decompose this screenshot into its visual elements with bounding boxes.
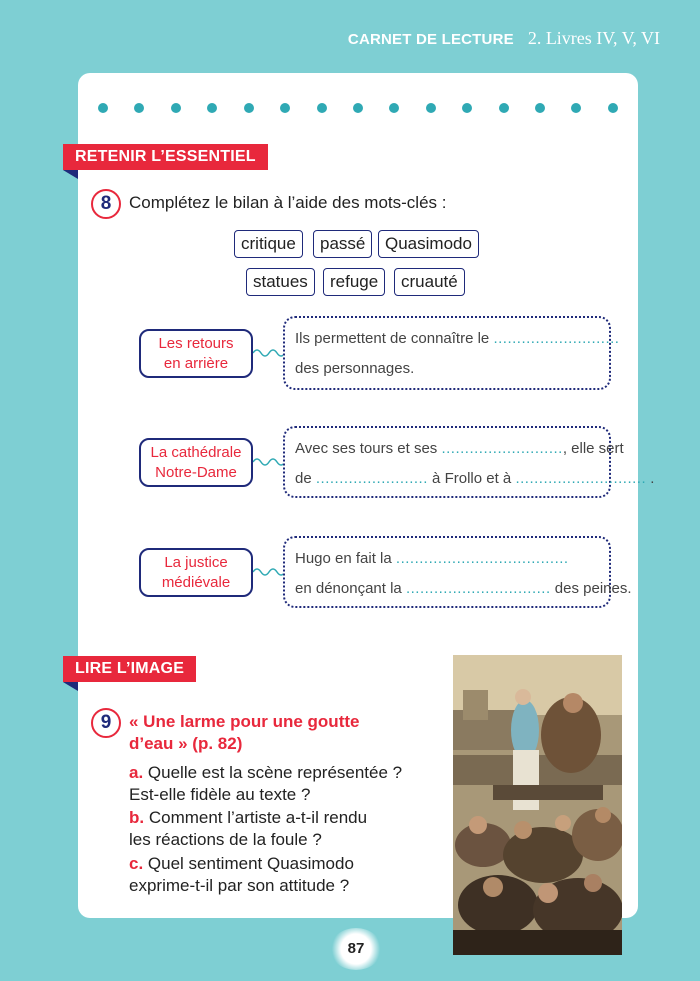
keyword-tag: refuge [323,268,385,296]
hole-icon [244,103,254,113]
sentence-text: Hugo en fait la [295,550,396,567]
blank-field[interactable]: ........................ [315,470,428,487]
keyword-tag: statues [246,268,315,296]
wave-connector-icon [253,566,285,578]
keyword-tag: critique [234,230,303,258]
blank-field[interactable]: ..................................... [395,550,569,567]
concept-label [139,548,253,597]
concept-label-line: Les retours [158,334,234,352]
question-text: Comment l’artiste a-t-il rendu [144,808,368,827]
exercise-instruction: Complétez le bilan à l’aide des mots-clés : [129,193,447,212]
hole-icon [389,103,399,113]
notebook-holes [98,103,618,113]
sentence-text: Ils permettent de connaître le [295,330,494,347]
section-banner-retenir: RETENIR L’ESSENTIEL [63,144,268,170]
sentence-text: des peines. [550,580,632,597]
hole-icon [171,103,181,113]
concept-label [139,329,253,378]
sentence-text: en dénonçant la [295,580,406,597]
concept-label-line: Notre-Dame [155,463,237,481]
concept-label-line: en arrière [163,354,229,372]
question-title-line: d’eau » (p. 82) [129,734,243,753]
hole-icon [280,103,290,113]
question-text: Quelle est la scène représentée ? [143,763,403,782]
header-chapter: 2. Livres IV, V, VI [527,28,660,48]
running-header [348,28,660,52]
page-number: 87 [330,928,382,970]
hole-icon [608,103,618,113]
section-banner-lire-image: LIRE L’IMAGE [63,656,196,682]
sentence-text: des personnages. [295,360,415,377]
banner-fold-icon [63,682,78,691]
hole-icon [535,103,545,113]
sentence-text: Avec ses tours et ses [295,440,442,457]
question-letter: b. [129,808,145,827]
hole-icon [426,103,436,113]
question-item [129,807,409,851]
exercise-number-8: 8 [91,189,121,219]
fill-in-box [283,426,655,498]
question-text: exprime-t-il par son attitude ? [129,876,350,895]
question-letter: a. [129,763,144,782]
blank-field[interactable]: ............................... [405,580,551,597]
fill-in-box [283,536,632,608]
hole-icon [353,103,363,113]
hole-icon [462,103,472,113]
header-section: CARNET DE LECTURE [347,31,514,48]
question-item [129,853,409,897]
hole-icon [207,103,217,113]
blank-field[interactable]: ........................... [493,330,620,347]
concept-label [139,438,253,487]
keyword-tag: passé [313,230,372,258]
wave-connector-icon [253,347,285,359]
hole-icon [499,103,509,113]
sentence-text: à Frollo et à [427,470,516,487]
hole-icon [98,103,108,113]
hole-icon [317,103,327,113]
sentence-text: , elle sert [562,440,624,457]
question-letter: c. [129,854,144,873]
wave-connector-icon [253,456,285,468]
question-text: les réactions de la foule ? [129,830,322,849]
question-item [129,762,409,806]
hole-icon [134,103,144,113]
hole-icon [571,103,581,113]
concept-label-line: médiévale [161,573,231,591]
banner-fold-icon [63,170,78,179]
sentence-text: de [295,470,316,487]
keyword-tag: Quasimodo [378,230,479,258]
question-title-line: « Une larme pour une goutte [129,712,360,731]
concept-label-line: La justice [164,553,228,571]
question-title [129,711,379,755]
question-text: Est-elle fidèle au texte ? [129,785,311,804]
concept-label-line: La cathédrale [150,443,242,461]
painting-illustration [453,655,622,955]
exercise-number-9: 9 [91,708,121,738]
keyword-tag: cruauté [394,268,465,296]
sentence-text: . [646,470,655,487]
blank-field[interactable]: ............................ [515,470,647,487]
fill-in-box [283,316,620,390]
blank-field[interactable]: .......................... [441,440,563,457]
question-text: Quel sentiment Quasimodo [143,854,354,873]
